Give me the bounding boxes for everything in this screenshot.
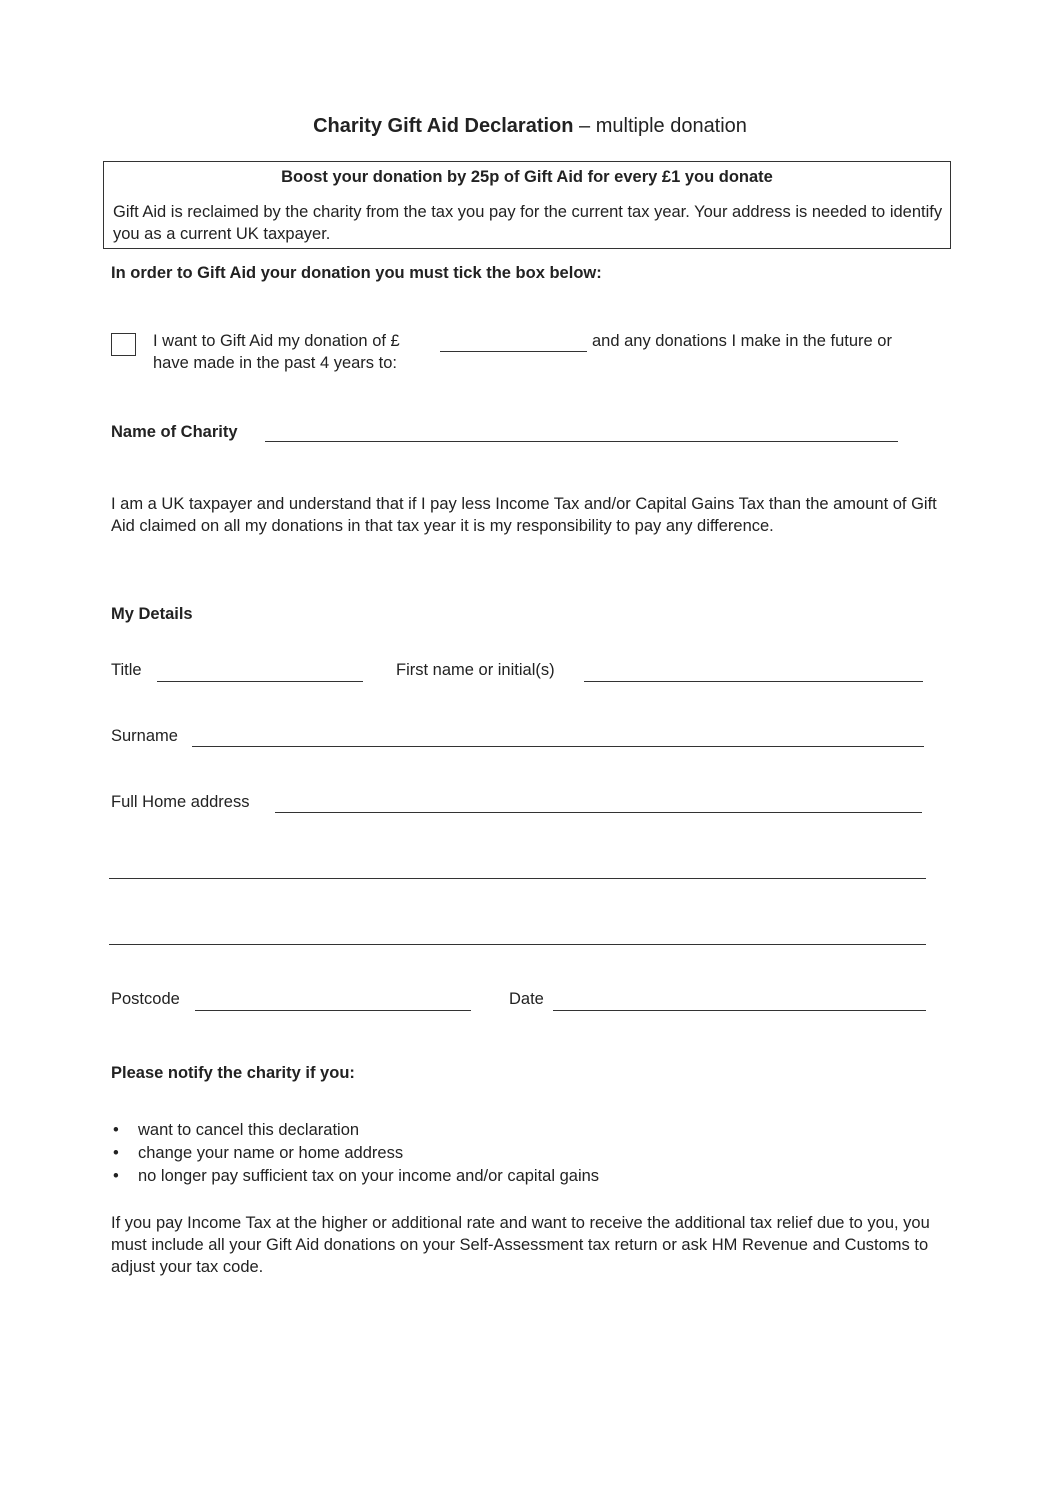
info-box [103,161,951,249]
address-line-3 [109,944,926,945]
tick-instruction: In order to Gift Aid your donation you must tick the box below: [111,264,602,282]
date-label: Date [509,990,544,1008]
postcode-label: Postcode [111,990,180,1008]
info-box-heading: Boost your donation by 25p of Gift Aid for every £1 you donate [281,168,773,186]
address-field-line-3[interactable] [109,924,926,946]
postcode-line [195,1010,471,1011]
charity-name-label: Name of Charity [111,423,238,441]
title-label: Title [111,661,142,679]
surname-line [192,746,924,747]
address-line-2 [109,878,926,879]
address-line-1 [275,812,922,813]
gift-aid-checkbox[interactable] [111,333,136,356]
address-field-line-2[interactable] [109,858,926,880]
declaration-text-3: have made in the past 4 years to: [153,354,397,372]
title-field[interactable] [157,660,363,682]
postcode-field[interactable] [195,989,471,1011]
date-field[interactable] [553,989,926,1011]
declaration-text-2: and any donations I make in the future or [592,332,892,350]
address-field-line-1[interactable] [275,792,922,814]
my-details-heading: My Details [111,605,193,623]
declaration-text-1: I want to Gift Aid my donation of £ [153,332,400,350]
first-name-line [584,681,923,682]
address-label: Full Home address [111,793,250,811]
notify-list-container [111,1119,599,1188]
title-bold: Charity Gift Aid Declaration [313,115,574,137]
donation-amount-line [440,351,587,352]
notify-list [111,1119,599,1188]
notify-heading: Please notify the charity if you: [111,1064,355,1082]
charity-name-line [265,441,898,442]
first-name-field[interactable] [584,660,923,682]
notify-item-change-name: • change your name or home address [111,1142,599,1165]
info-box-body: Gift Aid is reclaimed by the charity from the tax you pay for the current tax year. Your address is needed to identify you as a current UK taxpayer. [113,203,943,243]
date-line [553,1010,926,1011]
taxpayer-statement: I am a UK taxpayer and understand that if I pay less Income Tax and/or Capital Gains Tax than the amount of Gift Aid claimed on all my donations in that tax year it is my responsibility to pay any difference. [111,495,937,535]
title-rest: – multiple donation [573,115,747,137]
surname-label: Surname [111,727,178,745]
page-title [0,115,1060,138]
notify-item-tax: • no longer pay sufficient tax on your income and/or capital gains [111,1165,599,1188]
notify-item-cancel: • want to cancel this declaration [111,1119,599,1142]
surname-field[interactable] [192,726,924,748]
higher-rate-note: If you pay Income Tax at the higher or additional rate and want to receive the additional tax relief due to you, you must include all your Gift Aid donations on your Self-Assessment tax return or ask HM Revenue and Customs to adjust your tax code. [111,1214,930,1276]
title-line [157,681,363,682]
charity-name-field[interactable] [265,421,898,443]
first-name-label: First name or initial(s) [396,661,555,679]
